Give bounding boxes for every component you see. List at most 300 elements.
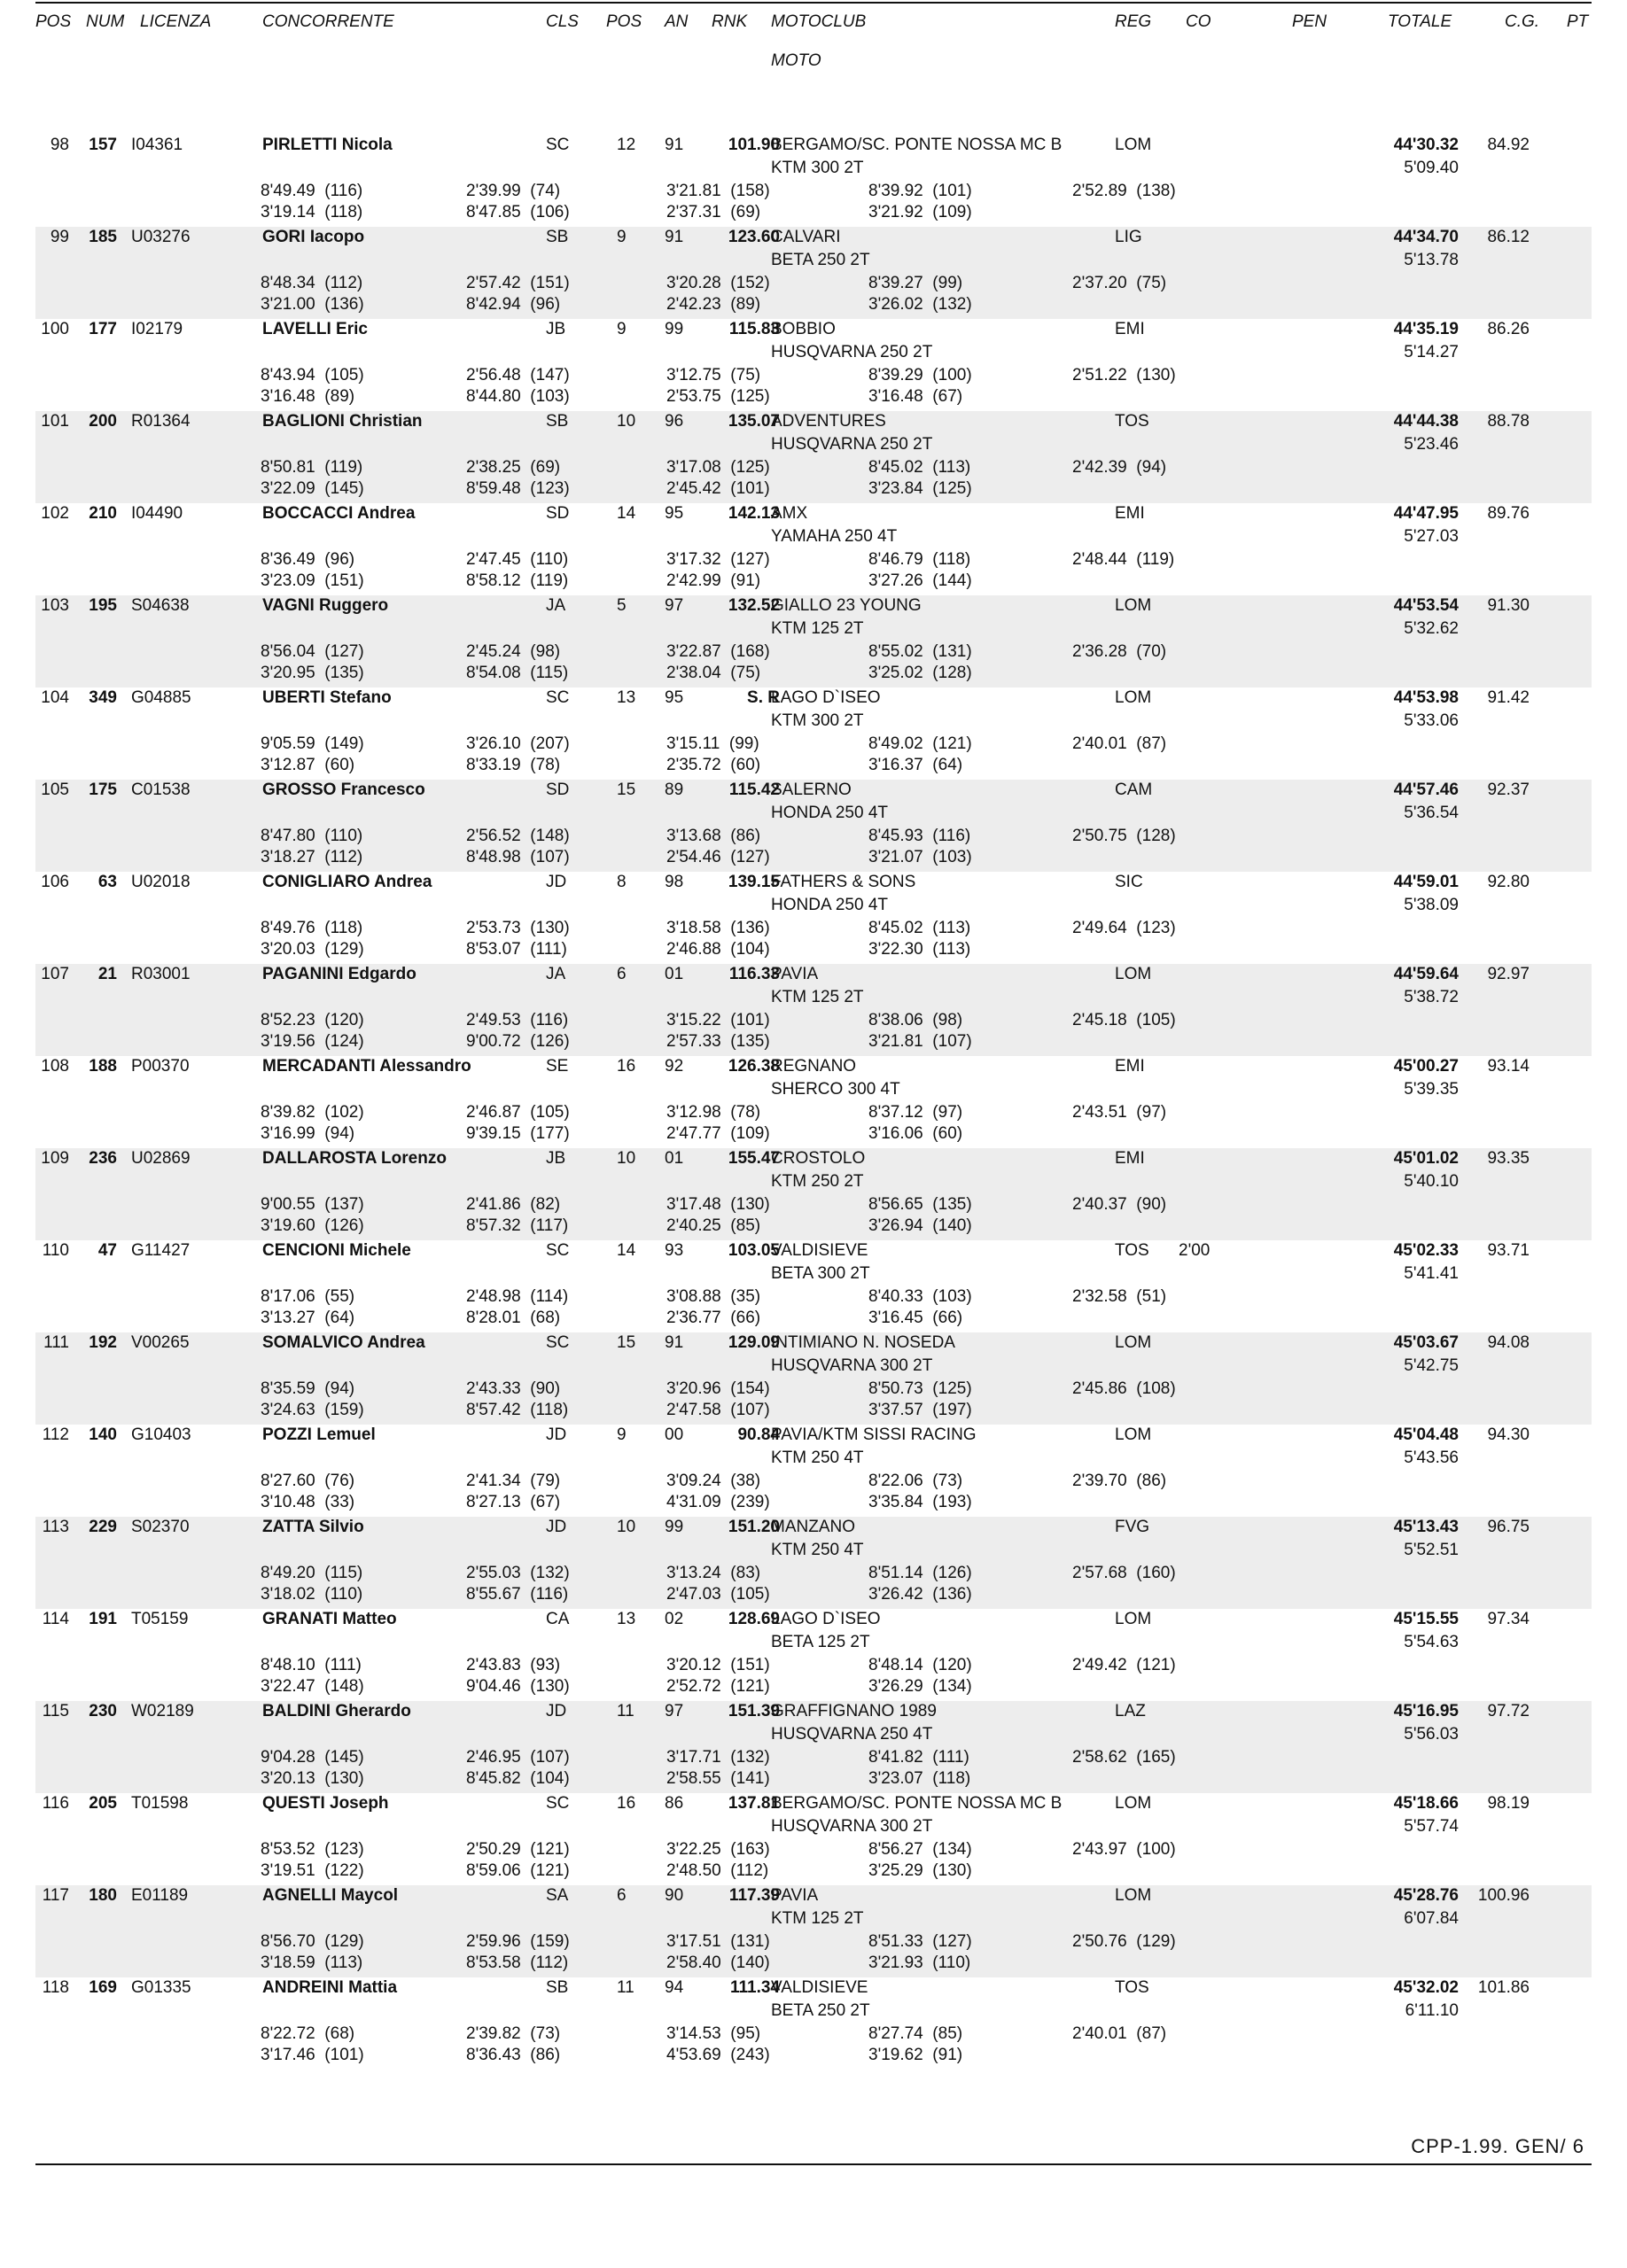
rider-an: 99 [665,320,684,338]
split-time: 3'26.94 (140) [868,1216,972,1235]
col-co: CO [1186,12,1211,31]
table-row [35,319,1592,411]
split-time: 2'46.95 (107) [466,1748,570,1767]
split-time: 3'19.60 (126) [261,1216,364,1235]
rider-rnk: 103.05 [728,1241,780,1260]
rider-cg: 86.26 [1487,320,1530,338]
rider-pos: 105 [41,781,69,799]
split-time: 2'49.53 (116) [466,1011,569,1029]
page-code: CPP-1.99. GEN/ 6 [1411,2135,1584,2157]
split-time: 3'09.24 (38) [666,1472,761,1490]
rider-name: LAVELLI Eric [262,320,368,338]
rider-reg: TOS [1115,412,1149,431]
table-row [35,964,1592,1056]
split-time: 8'33.19 (78) [466,756,561,774]
rider-pos: 111 [43,1333,69,1352]
rider-cpos: 10 [617,1149,636,1168]
rider-gap: 5'42.75 [1404,1356,1459,1375]
rider-lic: G10403 [131,1425,191,1444]
rider-gap: 5'39.35 [1404,1080,1459,1099]
split-time: 2'51.22 (130) [1072,366,1176,384]
split-time: 8'43.94 (105) [261,366,364,384]
rider-gap: 5'43.56 [1404,1449,1459,1467]
split-time: 2'37.20 (75) [1072,274,1167,292]
rider-an: 97 [665,596,684,615]
split-time: 3'21.07 (103) [868,848,972,866]
rider-cpos: 12 [617,136,636,154]
split-time: 3'21.92 (109) [868,203,972,221]
rider-club: CALVARI [771,228,841,246]
rider-cg: 93.35 [1487,1149,1530,1168]
split-time: 8'56.04 (127) [261,642,364,661]
rider-lic: I04490 [131,504,183,523]
rider-tot: 45'32.02 [1393,1978,1459,1997]
split-time: 3'23.07 (118) [868,1769,971,1788]
rider-cpos: 10 [617,1518,636,1536]
rider-lic: P00370 [131,1057,190,1076]
rider-club: BOBBIO [771,320,836,338]
rider-name: CONIGLIARO Andrea [262,873,432,891]
rider-gap: 5'57.74 [1404,1817,1459,1836]
rider-cls: SD [546,504,570,523]
split-time: 2'50.29 (121) [466,1840,570,1859]
footer-rule [35,2163,1592,2165]
rider-rnk: 128.69 [728,1610,780,1628]
rider-cpos: 13 [617,1610,636,1628]
rider-reg: EMI [1115,1149,1145,1168]
split-time: 8'52.23 (120) [261,1011,364,1029]
table-row [35,687,1592,780]
split-time: 8'49.02 (121) [868,734,972,753]
split-time: 3'21.81 (158) [666,182,770,200]
rider-cg: 93.14 [1487,1057,1530,1076]
split-time: 8'53.52 (123) [261,1840,364,1859]
split-time: 3'14.53 (95) [666,2024,761,2043]
rider-pos: 101 [41,412,69,431]
split-time: 2'36.77 (66) [666,1309,761,1327]
table-row [35,1793,1592,1885]
rider-club: PAVIA [771,965,819,983]
split-time: 3'26.42 (136) [868,1585,972,1604]
rider-rnk: 155.47 [728,1149,780,1168]
rider-name: BOCCACCI Andrea [262,504,416,523]
split-time: 2'54.46 (127) [666,848,770,866]
split-time: 8'58.12 (119) [466,571,569,590]
rider-moto: HUSQVARNA 300 2T [771,1356,933,1375]
table-row [35,780,1592,872]
rider-an: 95 [665,688,684,707]
rider-reg: CAM [1115,781,1153,799]
rider-gap: 5'56.03 [1404,1725,1459,1744]
col-licenza: LICENZA [140,12,212,31]
rider-tot: 45'00.27 [1393,1057,1459,1076]
rider-cls: JD [546,1425,567,1444]
rider-moto: KTM 125 2T [771,1909,864,1928]
rider-lic: U02869 [131,1149,191,1168]
split-time: 2'38.25 (69) [466,458,561,477]
rider-an: 91 [665,1333,684,1352]
rider-reg: LOM [1115,688,1152,707]
rider-cls: CA [546,1610,570,1628]
split-time: 3'20.96 (154) [666,1379,770,1398]
col-moto: MOTO [771,51,821,70]
rider-club: LAGO D`ISEO [771,688,881,707]
rider-cg: 92.37 [1487,781,1530,799]
split-time: 2'58.40 (140) [666,1953,770,1972]
rider-cls: SC [546,688,570,707]
rider-cls: SB [546,228,569,246]
col-pen: PEN [1292,12,1327,31]
split-time: 2'48.98 (114) [466,1287,569,1306]
rider-club: VALDISIEVE [771,1241,868,1260]
col-cls: CLS [546,12,579,31]
rider-tot: 45'03.67 [1393,1333,1459,1352]
rider-tot: 44'57.46 [1393,781,1459,799]
rider-moto: BETA 125 2T [771,1633,870,1651]
rider-rnk: 132.52 [728,596,780,615]
rider-gap: 5'41.41 [1404,1264,1459,1283]
rider-cls: JB [546,1149,566,1168]
split-time: 8'51.14 (126) [868,1564,972,1582]
col-concorrente: CONCORRENTE [262,12,394,31]
rider-cls: SB [546,412,569,431]
table-row [35,135,1592,227]
split-time: 3'12.75 (75) [666,366,761,384]
table-row [35,1609,1592,1701]
split-time: 8'44.80 (103) [466,387,570,406]
rider-pos: 99 [50,228,69,246]
split-time: 8'45.02 (113) [868,919,971,937]
rider-cg: 98.19 [1487,1794,1530,1813]
split-time: 2'40.37 (90) [1072,1195,1167,1214]
rider-cg: 88.78 [1487,412,1530,431]
rider-cls: SE [546,1057,569,1076]
split-time: 2'38.04 (75) [666,664,761,682]
split-time: 2'58.62 (165) [1072,1748,1176,1767]
rider-club: ADVENTURES [771,412,886,431]
rider-club: AMX [771,504,808,523]
split-time: 2'52.89 (138) [1072,182,1176,200]
split-time: 3'10.48 (33) [261,1493,355,1511]
split-time: 3'16.06 (60) [868,1124,963,1143]
split-time: 2'53.75 (125) [666,387,770,406]
split-time: 2'41.86 (82) [466,1195,561,1214]
rider-tot: 44'53.54 [1393,596,1459,615]
split-time: 8'55.67 (116) [466,1585,569,1604]
rider-name: QUESTI Joseph [262,1794,389,1813]
rider-moto: BETA 300 2T [771,1264,870,1283]
split-time: 2'43.33 (90) [466,1379,561,1398]
table-row [35,503,1592,595]
split-time: 8'46.79 (118) [868,550,971,569]
split-time: 8'51.33 (127) [868,1932,972,1951]
rider-name: ANDREINI Mattia [262,1978,398,1997]
rider-lic: S02370 [131,1518,190,1536]
split-time: 3'18.58 (136) [666,919,770,937]
rider-moto: HONDA 250 4T [771,896,888,914]
split-time: 3'17.46 (101) [261,2046,364,2064]
rider-reg: FVG [1115,1518,1150,1536]
rider-rnk: 129.09 [728,1333,780,1352]
rider-lic: G04885 [131,688,191,707]
split-time: 8'36.43 (86) [466,2046,561,2064]
rider-name: PAGANINI Edgardo [262,965,416,983]
split-time: 2'43.83 (93) [466,1656,561,1674]
split-time: 3'15.11 (99) [666,734,759,753]
rider-gap: 5'52.51 [1404,1541,1459,1559]
rider-cpos: 15 [617,1333,636,1352]
rider-tot: 44'35.19 [1393,320,1459,338]
split-time: 8'48.34 (112) [261,274,363,292]
rider-an: 91 [665,228,684,246]
split-time: 2'45.42 (101) [666,479,770,498]
table-row [35,1701,1592,1793]
split-time: 2'40.25 (85) [666,1216,761,1235]
table-row [35,1056,1592,1148]
split-time: 8'57.42 (118) [466,1401,569,1419]
rider-an: 97 [665,1702,684,1720]
rider-cpos: 10 [617,412,636,431]
table-row [35,411,1592,503]
split-time: 3'22.87 (168) [666,642,770,661]
rider-num: 191 [89,1610,117,1628]
rider-moto: HUSQVARNA 250 4T [771,1725,933,1744]
rider-pos: 117 [42,1886,69,1905]
split-time: 3'19.62 (91) [868,2046,963,2064]
split-time: 3'26.02 (132) [868,295,972,314]
rider-pos: 107 [41,965,69,983]
split-time: 2'32.58 (51) [1072,1287,1167,1306]
header-rule [35,2,1592,4]
rider-gap: 5'14.27 [1404,343,1459,361]
split-time: 3'22.30 (113) [868,940,971,959]
table-row [35,872,1592,964]
rider-reg: SIC [1115,873,1143,891]
split-time: 2'47.03 (105) [666,1585,770,1604]
rider-cpos: 5 [617,596,627,615]
rider-tot: 44'47.95 [1393,504,1459,523]
rider-cg: 86.12 [1487,228,1530,246]
rider-cg: 91.30 [1487,596,1530,615]
rider-club: INTIMIANO N. NOSEDA [771,1333,955,1352]
rider-name: UBERTI Stefano [262,688,392,707]
rider-pos: 112 [42,1425,69,1444]
split-time: 3'25.29 (130) [868,1861,972,1880]
split-time: 8'47.80 (110) [261,827,363,845]
rider-rnk: 101.90 [728,136,780,154]
rider-cg: 94.30 [1487,1425,1530,1444]
rider-name: POZZI Lemuel [262,1425,376,1444]
split-time: 8'22.06 (73) [868,1472,963,1490]
rider-pos: 103 [41,596,69,615]
rider-an: 01 [665,965,684,983]
rider-gap: 5'38.09 [1404,896,1459,914]
table-row [35,1240,1592,1332]
split-time: 4'53.69 (243) [666,2046,770,2064]
split-time: 8'45.93 (116) [868,827,971,845]
rider-moto: BETA 250 2T [771,2001,870,2020]
rider-moto: KTM 300 2T [771,711,864,730]
split-time: 8'49.76 (118) [261,919,363,937]
split-time: 3'17.51 (131) [666,1932,770,1951]
rider-reg: EMI [1115,1057,1145,1076]
rider-cls: SB [546,1978,569,1997]
rider-name: VAGNI Ruggero [262,596,389,615]
split-time: 3'15.22 (101) [666,1011,770,1029]
split-time: 3'24.63 (159) [261,1401,364,1419]
rider-cls: SC [546,1794,570,1813]
rider-pos: 116 [42,1794,69,1813]
split-time: 3'21.00 (136) [261,295,364,314]
rider-an: 94 [665,1978,684,1997]
rider-cpos: 9 [617,228,627,246]
rider-lic: T01598 [131,1794,189,1813]
split-time: 3'18.02 (110) [261,1585,363,1604]
split-time: 2'41.34 (79) [466,1472,561,1490]
rider-cls: JB [546,320,566,338]
rider-rnk: 111.34 [729,1978,780,1997]
rider-lic: I04361 [131,136,183,154]
split-time: 8'35.59 (94) [261,1379,355,1398]
split-time: 8'28.01 (68) [466,1309,561,1327]
rider-an: 98 [665,873,684,891]
rider-moto: BETA 250 2T [771,251,870,269]
col-an: AN [665,12,689,31]
rider-cpos: 9 [617,1425,627,1444]
rider-moto: HUSQVARNA 300 2T [771,1817,933,1836]
rider-cls: SA [546,1886,569,1905]
rider-gap: 5'33.06 [1404,711,1459,730]
rider-tot: 45'28.76 [1393,1886,1459,1905]
rider-club: PAVIA [771,1886,819,1905]
rider-reg: EMI [1115,504,1145,523]
rider-reg: LOM [1115,136,1152,154]
split-time: 2'48.44 (119) [1072,550,1175,569]
rider-an: 01 [665,1149,684,1168]
rider-num: 180 [89,1886,117,1905]
rider-moto: HUSQVARNA 250 2T [771,435,933,454]
rider-tot: 44'59.64 [1393,965,1459,983]
rider-club: BERGAMO/SC. PONTE NOSSA MC B [771,136,1063,154]
rider-rnk: 117.39 [728,1886,780,1905]
split-time: 8'57.32 (117) [466,1216,569,1235]
rider-club: REGNANO [771,1057,857,1076]
rider-an: 96 [665,412,684,431]
split-time: 8'55.02 (131) [868,642,972,661]
split-time: 8'53.58 (112) [466,1953,569,1972]
split-time: 8'27.74 (85) [868,2024,963,2043]
rider-an: 89 [665,781,684,799]
split-time: 3'21.81 (107) [868,1032,972,1051]
split-time: 2'37.31 (69) [666,203,761,221]
rider-name: ZATTA Silvio [262,1518,364,1536]
rider-num: 200 [89,412,117,431]
rider-gap: 5'32.62 [1404,619,1459,638]
split-time: 2'42.39 (94) [1072,458,1167,477]
rider-club: VALDISIEVE [771,1978,868,1997]
rider-club: LAGO D`ISEO [771,1610,881,1628]
rider-gap: 6'07.84 [1404,1909,1459,1928]
rider-cg: 92.97 [1487,965,1530,983]
rider-reg: LOM [1115,1425,1152,1444]
rider-num: 185 [89,228,117,246]
rider-name: GORI Iacopo [262,228,365,246]
split-time: 3'16.99 (94) [261,1124,355,1143]
table-row [35,1148,1592,1240]
table-row [35,1517,1592,1609]
rider-club: BERGAMO/SC. PONTE NOSSA MC B [771,1794,1063,1813]
split-time: 3'08.88 (35) [666,1287,761,1306]
split-time: 2'50.75 (128) [1072,827,1176,845]
split-time: 2'57.68 (160) [1072,1564,1176,1582]
split-time: 9'04.28 (145) [261,1748,364,1767]
split-time: 3'26.10 (207) [466,734,570,753]
rider-lic: S04638 [131,596,190,615]
rider-reg: LOM [1115,596,1152,615]
split-time: 2'55.03 (132) [466,1564,570,1582]
rider-cg: 91.42 [1487,688,1530,707]
rider-lic: C01538 [131,781,191,799]
split-time: 9'00.55 (137) [261,1195,364,1214]
rider-cg: 93.71 [1487,1241,1530,1260]
rider-cls: JD [546,873,567,891]
split-time: 8'36.49 (96) [261,550,355,569]
split-time: 8'39.29 (100) [868,366,972,384]
split-time: 8'39.27 (99) [868,274,963,292]
col-cg: C.G. [1505,12,1540,31]
split-time: 3'12.98 (78) [666,1103,761,1122]
col-reg: REG [1115,12,1152,31]
split-time: 2'39.99 (74) [466,182,561,200]
rider-name: PIRLETTI Nicola [262,136,393,154]
rider-club: GIALLO 23 YOUNG [771,596,922,615]
rider-cpos: 16 [617,1794,636,1813]
rider-num: 175 [89,781,117,799]
split-time: 3'18.27 (112) [261,848,363,866]
rider-lic: U02018 [131,873,191,891]
rider-name: AGNELLI Maycol [262,1886,399,1905]
rider-cls: JD [546,1702,567,1720]
split-time: 2'59.96 (159) [466,1932,570,1951]
rider-name: DALLAROSTA Lorenzo [262,1149,447,1168]
rider-cg: 97.72 [1487,1702,1530,1720]
rider-an: 93 [665,1241,684,1260]
rider-reg: LAZ [1115,1702,1146,1720]
rider-cg: 84.92 [1487,136,1530,154]
split-time: 3'19.56 (124) [261,1032,364,1051]
split-time: 3'17.08 (125) [666,458,770,477]
split-time: 9'05.59 (149) [261,734,364,753]
rider-cg: 89.76 [1487,504,1530,523]
split-time: 2'48.50 (112) [666,1861,769,1880]
rider-moto: HUSQVARNA 250 2T [771,343,933,361]
split-time: 2'49.42 (121) [1072,1656,1176,1674]
rider-pos: 106 [41,873,69,891]
rider-rnk: 137.81 [728,1794,780,1813]
rider-num: 229 [89,1518,117,1536]
split-time: 8'59.48 (123) [466,479,570,498]
rider-tot: 45'01.02 [1393,1149,1459,1168]
rider-cpos: 13 [617,688,636,707]
col-num: NUM [86,12,125,31]
split-time: 8'50.81 (119) [261,458,363,477]
column-header [0,0,1627,80]
rider-moto: KTM 300 2T [771,159,864,177]
rider-pos: 108 [41,1057,69,1076]
rider-rnk: 90.84 [737,1425,780,1444]
rider-cpos: 14 [617,504,636,523]
split-time: 9'39.15 (177) [466,1124,570,1143]
